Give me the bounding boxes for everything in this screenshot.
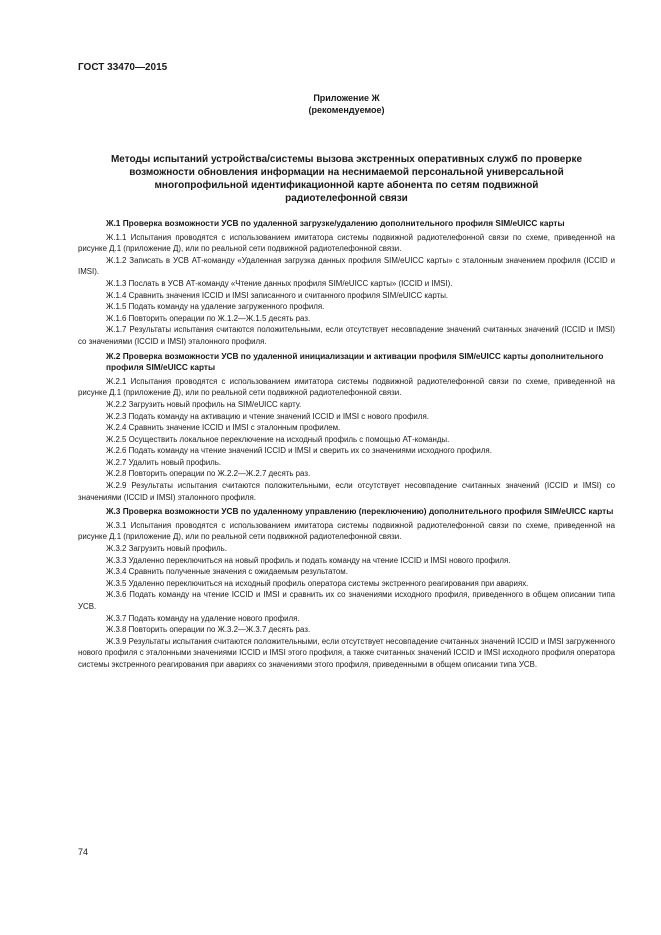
- section-item: Ж.3.5 Удаленно переключиться на исходный профиль оператора системы экстренного реагирования при авариях.: [106, 578, 529, 588]
- section-item: Ж.1.3 Послать в УСВ АТ-команду «Чтение данных профиля SIM/eUICC карты» (ICCID и IMSI).: [106, 278, 453, 288]
- section-heading: Ж.2 Проверка возможности УСВ по удаленной инициализации и активации профиля SIM/eUICC карты дополнительного профиля SIM/eUICC карты: [106, 350, 604, 373]
- section-item: Ж.1.5 Подать команду на удаление загруженного профиля.: [106, 302, 325, 312]
- appendix-type: (рекомендуемое): [308, 105, 385, 115]
- section-item: Ж.2.6 Подать команду на чтение значений ICCID и IMSI и сверить их со значениями исходного профиля.: [106, 446, 492, 456]
- section-item: Ж.3.1 Испытания проводятся с использованием имитатора системы подвижной радиотелефонной связи по схеме, приведенной на рисунке Д.1 (приложение Д), или по реальной сети подвижной радиотелефонной связи.: [78, 520, 615, 542]
- section-item: Ж.3.8 Повторить операции по Ж.3.2—Ж.3.7 десять раз.: [106, 625, 311, 635]
- document-title-line: возможности обновления информации на неснимаемой персональной универсальной: [129, 167, 564, 178]
- section-item: Ж.3.4 Сравнить полученные значения с ожидаемым результатом.: [106, 567, 348, 577]
- section-item: Ж.3.6 Подать команду на чтение ICCID и IMSI и сравнить их со значениями исходного профиля, приведенного в общем описании типа УСВ.: [78, 590, 615, 611]
- document-title-line: Методы испытаний устройства/системы вызова экстренных оперативных служб по проверке: [110, 154, 583, 165]
- document-body: [78, 218, 615, 671]
- document-title: [78, 153, 615, 205]
- page-number: 74: [78, 847, 89, 857]
- section-item: Ж.2.4 Сравнить значение ICCID и IMSI с эталонным профилем.: [106, 423, 341, 433]
- section-item: Ж.2.9 Результаты испытания считаются положительными, если отсутствует несовпадение считанных значений (ICCID и IMSI) со значениями (ICCID и IMSI) эталонного профиля.: [78, 481, 615, 502]
- section-item: Ж.2.7 Удалить новый профиль.: [106, 457, 222, 467]
- section-heading: Ж.1 Проверка возможности УСВ по удаленной загрузке/удалению дополнительного профиля SIM/eUICC карты: [106, 218, 565, 228]
- section-item: Ж.3.3 Удаленно переключиться на новый профиль и подать команду на чтение ICCID и IMSI нового профиля.: [106, 555, 511, 565]
- section-item: Ж.3.9 Результаты испытания считаются положительными, если отсутствует несовпадение считанных значений ICCID и IMSI загруженного нового профиля с эталонными значениями ICCID и IMSI этого профиля, а также считанных значений ICCID и IMSI исходного профиля оператора системы экстренного реагирования при авариях со значениями этого профиля, приведенными в общем описании типа УСВ.: [78, 636, 615, 669]
- section-item: Ж.1.1 Испытания проводятся с использованием имитатора системы подвижной радиотелефонной связи по схеме, приведенной на рисунке Д.1 (приложение Д), или по реальной сети подвижной радиотелефонной связи.: [78, 232, 615, 254]
- section-item: Ж.3.7 Подать команду на удаление нового профиля.: [106, 613, 300, 623]
- section-item: Ж.1.6 Повторить операции по Ж.1.2—Ж.1.5 десять раз.: [106, 313, 311, 323]
- section-item: Ж.1.4 Сравнить значения ICCID и IMSI записанного и считанного профиля SIM/eUICC карты.: [106, 290, 449, 300]
- section-item: Ж.2.3 Подать команду на активацию и чтение значений ICCID и IMSI с нового профиля.: [106, 411, 429, 421]
- appendix-title: Приложение Ж: [313, 93, 380, 103]
- section-item: Ж.3.2 Загрузить новый профиль.: [106, 544, 227, 554]
- section-item: Ж.1.7 Результаты испытания считаются положительными, если отсутствует несовпадение значений считанных значений (ICCID и IMSI) со значениями (ICCID и IMSI) эталонного профиля.: [78, 325, 615, 346]
- section-item: Ж.2.5 Осуществить локальное переключение на исходный профиль с помощью АТ-команды.: [106, 434, 450, 444]
- section-item: Ж.2.8 Повторить операции по Ж.2.2—Ж.2.7 десять раз.: [106, 469, 311, 479]
- document-standard-header: ГОСТ 33470—2015: [78, 62, 168, 73]
- section-item: Ж.1.2 Записать в УСВ АТ-команду «Удаленная загрузка данных профиля SIM/eUICC карты» с эталонным значением профиля (ICCID и IMSI).: [78, 255, 615, 277]
- section-item: Ж.2.1 Испытания проводятся с использованием имитатора системы подвижной радиотелефонной связи по схеме, приведенной на рисунке Д.1 (приложение Д), или по реальной сети подвижной радиотелефонной связи.: [78, 376, 615, 398]
- section-heading: Ж.3 Проверка возможности УСВ по удаленному управлению (переключению) дополнительного профиля SIM/eUICC карты: [106, 506, 614, 517]
- document-title-line: многопрофильной идентификационной карте абонента по сетям подвижной: [154, 180, 539, 191]
- section-item: Ж.2.2 Загрузить новый профиль на SIM/eUICC карту.: [106, 399, 302, 409]
- document-title-line: радиотелефонной связи: [285, 193, 408, 204]
- appendix-heading: [78, 92, 615, 116]
